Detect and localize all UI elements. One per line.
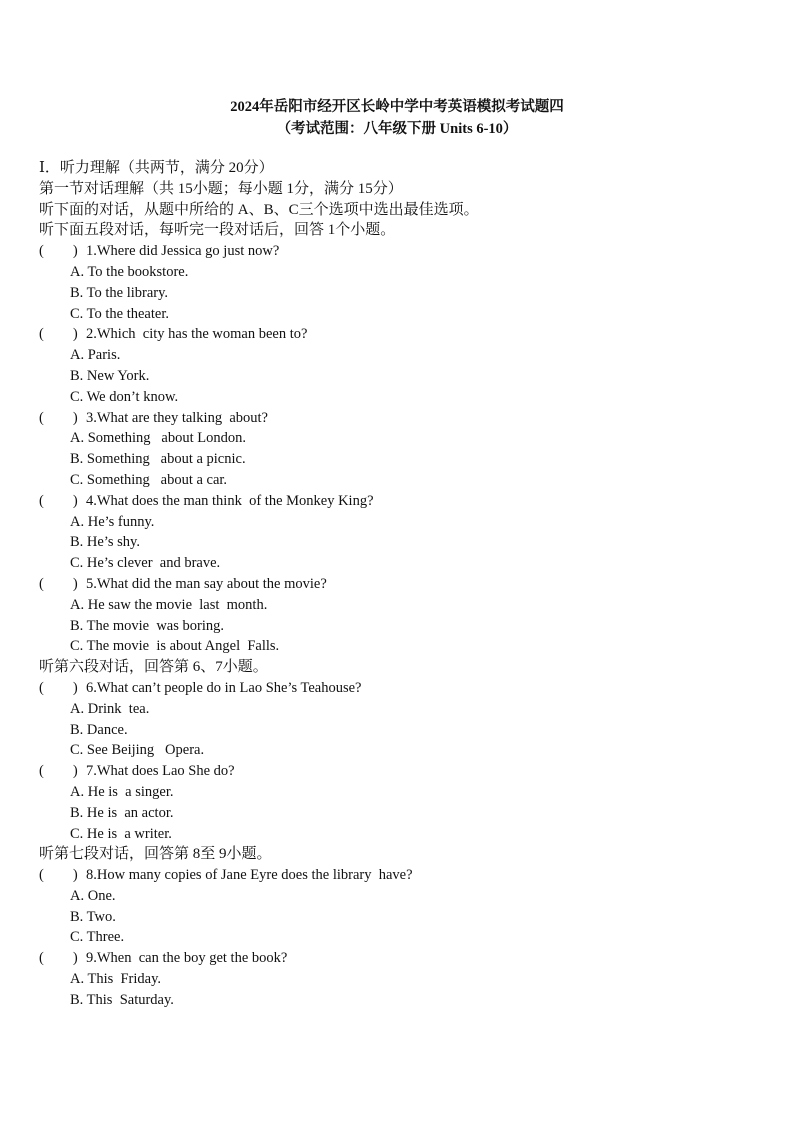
answer-option: B. This Saturday. — [70, 991, 174, 1008]
answer-blank[interactable]: ( ) — [39, 763, 78, 780]
answer-blank[interactable]: ( ) — [39, 950, 78, 967]
answer-option: B. New York. — [70, 367, 150, 384]
answer-option: C. Something about a car. — [70, 471, 228, 488]
question-text: 6.What can’t people do in Lao She’s Teahouse? — [86, 679, 362, 696]
part-heading: 第一节对话理解（共 15小题；每小题 1分，满分 15分） — [39, 180, 403, 197]
group-instruction-3: 听第七段对话，回答第 8至 9小题。 — [39, 846, 272, 863]
section-heading: Ⅰ．听力理解（共两节，满分 20分） — [39, 160, 274, 176]
question-block — [39, 491, 779, 574]
question-stem — [39, 574, 779, 595]
question-block — [39, 408, 779, 491]
answer-option: B. Something about a picnic. — [70, 451, 246, 468]
answer-option: A. This Friday. — [70, 971, 162, 988]
answer-option: C. He’s clever and brave. — [70, 555, 221, 572]
exam-content — [39, 158, 779, 1011]
question-text: 8.How many copies of Jane Eyre does the library have? — [86, 867, 413, 884]
answer-blank[interactable]: ( ) — [39, 243, 78, 260]
answer-blank[interactable]: ( ) — [39, 575, 78, 592]
question-stem — [39, 491, 779, 512]
answer-blank[interactable]: ( ) — [39, 409, 78, 426]
answer-option: A. He is a singer. — [70, 783, 174, 800]
question-stem — [39, 241, 779, 262]
question-block — [39, 241, 779, 324]
answer-option: C. The movie is about Angel Falls. — [70, 638, 280, 655]
group-instruction-2: 听第六段对话，回答第 6、7小题。 — [39, 659, 268, 676]
answer-option: C. Three. — [70, 929, 125, 946]
answer-option: A. One. — [70, 887, 116, 904]
question-stem — [39, 948, 779, 969]
answer-option: B. The movie was boring. — [70, 617, 224, 634]
answer-option: A. To the bookstore. — [70, 263, 189, 280]
question-stem — [39, 678, 779, 699]
answer-option: B. He is an actor. — [70, 804, 174, 821]
question-text: 9.When can the boy get the book? — [86, 950, 288, 967]
answer-option: A. Paris. — [70, 347, 121, 364]
question-stem — [39, 324, 779, 345]
question-stem — [39, 865, 779, 886]
question-block — [39, 678, 779, 761]
answer-option: C. He is a writer. — [70, 825, 172, 842]
answer-blank[interactable]: ( ) — [39, 867, 78, 884]
answer-option: A. He saw the movie last month. — [70, 596, 268, 613]
instruction: 听下面的对话，从题中所给的 A、B、C三个选项中选出最佳选项。 — [39, 201, 479, 218]
group-instruction-1: 听下面五段对话，每听完一段对话后，回答 1个小题。 — [39, 222, 396, 239]
question-block — [39, 865, 779, 948]
question-text: 7.What does Lao She do? — [86, 763, 235, 780]
question-stem — [39, 408, 779, 429]
exam-subtitle: （考试范围：八年级下册 Units 6-10） — [276, 121, 518, 137]
answer-option: B. He’s shy. — [70, 534, 140, 551]
answer-blank[interactable]: ( ) — [39, 326, 78, 343]
answer-option: A. He’s funny. — [70, 513, 155, 530]
question-block — [39, 324, 779, 407]
answer-option: C. We don’t know. — [70, 388, 179, 405]
question-text: 1.Where did Jessica go just now? — [86, 243, 280, 260]
question-block — [39, 574, 779, 657]
exam-title: 2024年岳阳市经开区长岭中学中考英语模拟考试题四 — [230, 99, 564, 115]
question-text: 2.Which city has the woman been to? — [86, 326, 308, 343]
answer-option: C. To the theater. — [70, 305, 169, 322]
question-text: 4.What does the man think of the Monkey King? — [86, 492, 374, 509]
question-text: 5.What did the man say about the movie? — [86, 575, 327, 592]
answer-option: B. To the library. — [70, 284, 169, 301]
answer-option: A. Something about London. — [70, 430, 247, 447]
question-stem — [39, 761, 779, 782]
answer-option: B. Two. — [70, 908, 116, 925]
answer-option: A. Drink tea. — [70, 700, 150, 717]
question-block — [39, 761, 779, 844]
question-block — [39, 948, 779, 1010]
question-text: 3.What are they talking about? — [86, 409, 268, 426]
answer-option: C. See Beijing Opera. — [70, 742, 205, 759]
answer-option: B. Dance. — [70, 721, 128, 738]
answer-blank[interactable]: ( ) — [39, 492, 78, 509]
answer-blank[interactable]: ( ) — [39, 679, 78, 696]
